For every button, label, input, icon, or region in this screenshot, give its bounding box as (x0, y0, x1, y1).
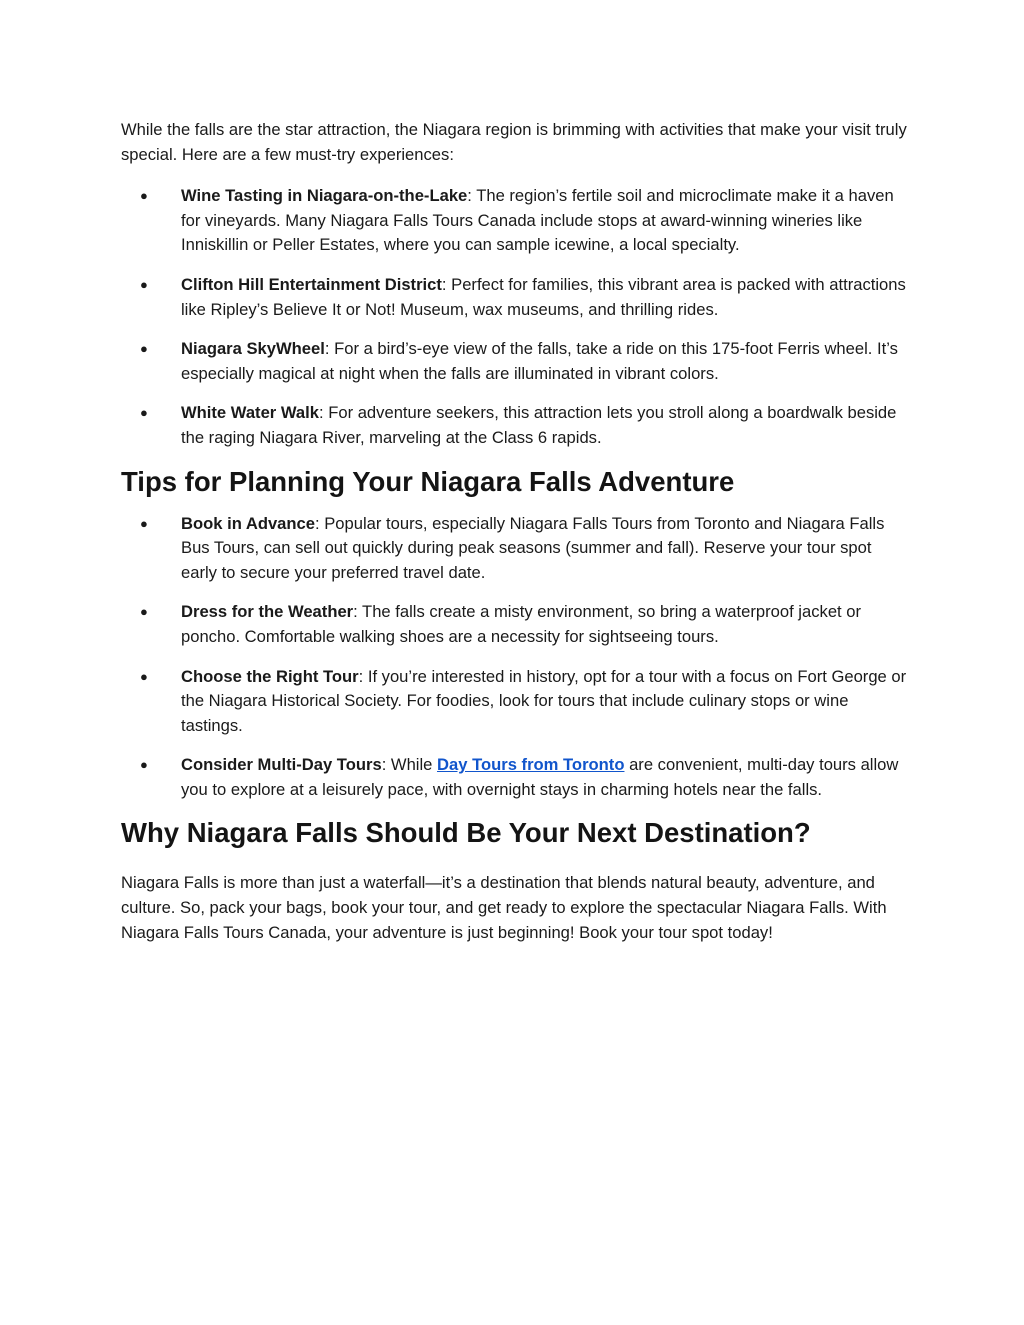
why-heading: Why Niagara Falls Should Be Your Next Destination? (121, 817, 811, 849)
list-item-title: Clifton Hill Entertainment District (181, 274, 442, 294)
tips-list (121, 512, 911, 803)
bullet-icon: ● (140, 604, 148, 620)
list-item-title: Consider Multi-Day Tours (181, 755, 382, 775)
intro-paragraph: While the falls are the star attraction, the Niagara region is brimming with activities that make your visit truly special. Here are a few must-try experiences: (121, 120, 907, 164)
bullet-icon: ● (140, 757, 148, 773)
list-item (121, 184, 911, 258)
tips-heading: Tips for Planning Your Niagara Falls Adventure (121, 465, 735, 497)
bullet-icon: ● (140, 276, 148, 292)
list-item-text: : Perfect for families, this vibrant area is packed with attractions like Ripley’s Believe It or Not! Museum, wax museums, and thrilling rides. (181, 274, 906, 319)
list-item (121, 401, 911, 450)
list-item-text: : If you’re interested in history, opt for a tour with a focus on Fort George or the Niagara Historical Society. For foodies, look for tours that include culinary stops or wine tastings. (181, 666, 907, 735)
list-item (121, 665, 911, 739)
activities-list (121, 184, 911, 450)
list-item-title: Wine Tasting in Niagara-on-the-Lake (181, 186, 468, 206)
list-item-title: Dress for the Weather (181, 602, 354, 622)
list-item (121, 273, 911, 322)
document-page (121, 118, 911, 945)
list-item-text: : For adventure seekers, this attraction lets you stroll along a boardwalk beside the raging Niagara River, marveling at the Class 6 rapids. (181, 403, 897, 447)
bullet-icon: ● (140, 668, 148, 684)
list-item (121, 512, 911, 586)
bullet-icon: ● (140, 405, 148, 421)
conclusion-paragraph: Niagara Falls is more than just a waterfall—it’s a destination that blends natural beauty, adventure, and culture. So, pack your bags, book your tour, and get ready to explore the spectacular Niagara Falls. With Niagara Falls Tours Canada, your adventure is just beginning! Book your tour spot today! (121, 873, 887, 942)
day-tours-from-toronto-link[interactable]: Day Tours from Toronto (437, 755, 625, 775)
list-item-text: : Popular tours, especially Niagara Falls Tours from Toronto and Niagara Falls Bus Tours, can sell out quickly during peak seasons (summer and fall). Reserve your tour spot early to secure your preferred travel date. (181, 513, 885, 582)
list-item (121, 753, 911, 802)
list-item (121, 600, 911, 649)
list-item-title: Book in Advance (181, 513, 316, 533)
list-item-text: : The region’s fertile soil and microclimate make it a haven for vineyards. Many Niagara Falls Tours Canada include stops at award-winning wineries like Inniskillin or Peller Estates, where you can sample icewine, a local specialty. (181, 186, 894, 255)
list-item-text: : For a bird’s-eye view of the falls, take a ride on this 175-foot Ferris wheel. It’s especially magical at night when the falls are illuminated in vibrant colors. (181, 339, 898, 383)
list-item-text-before-link: : While (381, 755, 438, 775)
bullet-icon: ● (140, 341, 148, 357)
list-item-text-after-link: are convenient, multi-day tours allow you to explore at a leisurely pace, with overnight stays in charming hotels near the falls. (181, 755, 899, 799)
list-item-text: : The falls create a misty environment, so bring a waterproof jacket or poncho. Comfortable walking shoes are a necessity for sightseeing tours. (181, 602, 862, 646)
bullet-icon: ● (140, 515, 148, 531)
list-item-title: Choose the Right Tour (181, 666, 359, 686)
list-item (121, 337, 911, 386)
list-item-title: White Water Walk (181, 403, 319, 423)
list-item-title: Niagara SkyWheel (181, 339, 325, 359)
bullet-icon: ● (140, 188, 148, 204)
